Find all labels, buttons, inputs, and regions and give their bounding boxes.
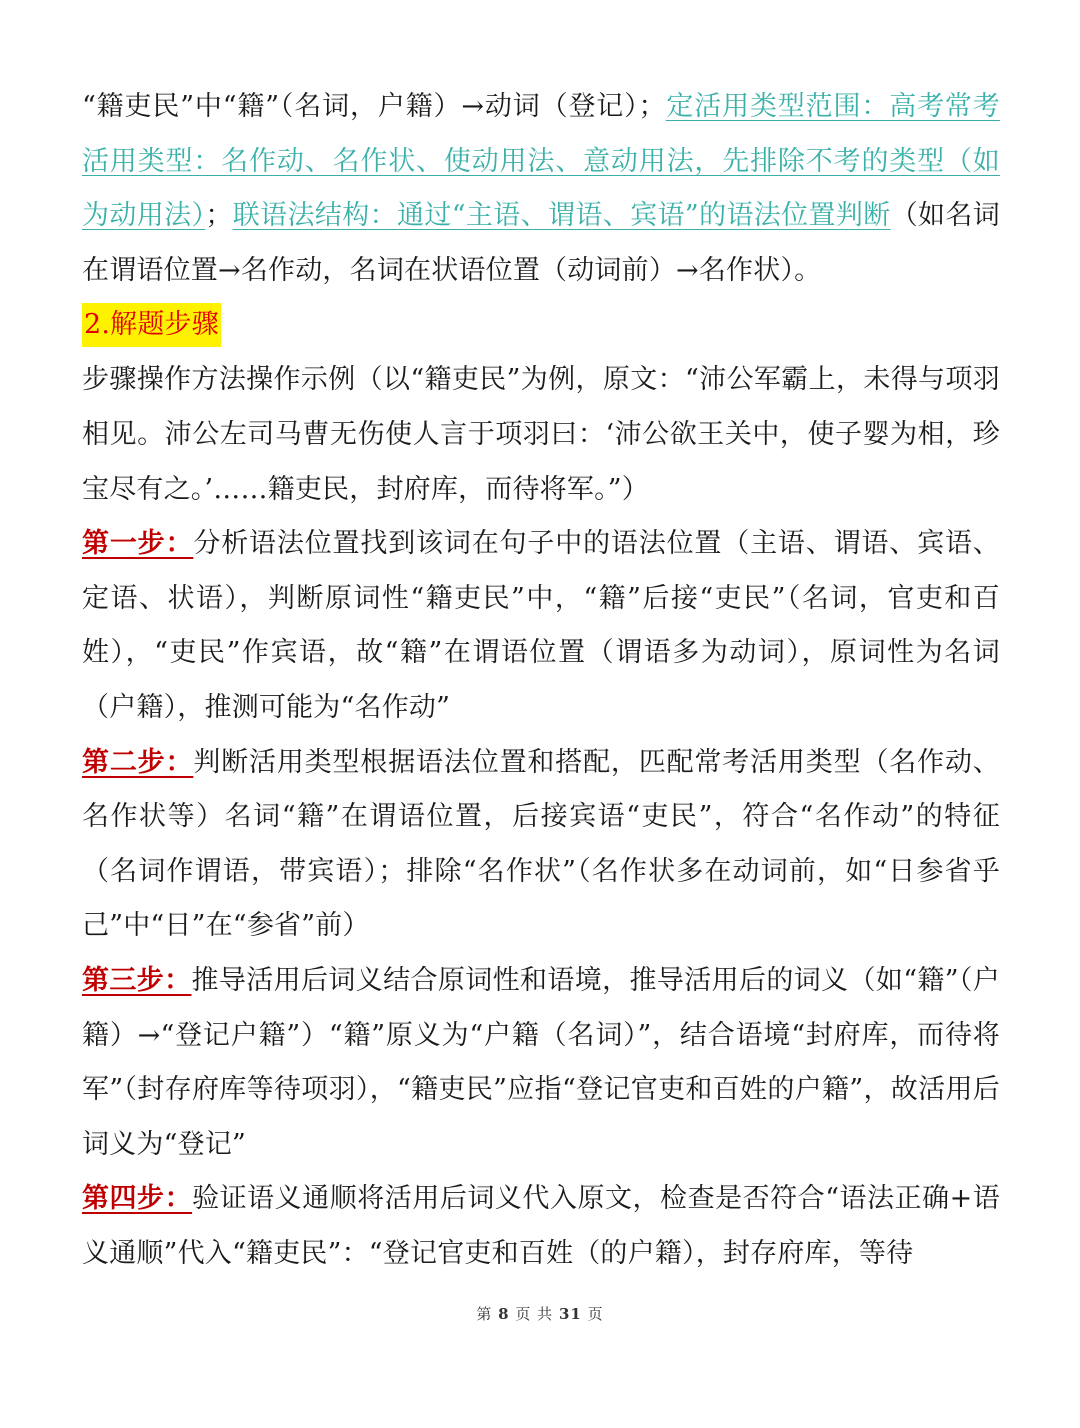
- step-1-paragraph: [82, 517, 1000, 735]
- step-3-paragraph: [82, 954, 1000, 1172]
- step-4-label: 第四步：: [82, 1183, 193, 1215]
- example-paragraph: 步骤操作方法操作示例（以“籍吏民”为例，原文：“沛公军霸上，未得与项羽相见。沛公左司马曹无伤使人言于项羽曰：‘沛公欲王关中，使子婴为相，珍宝尽有之。’……籍吏民，封府库，而待将军。”）: [82, 364, 1000, 505]
- step-1-text: 分析语法位置找到该词在句子中的语法位置（主语、谓语、宾语、定语、状语），判断原词性“籍吏民”中，“籍”后接“吏民”（名词，官吏和百姓），“吏民”作宾语，故“籍”在谓语位置（谓语多为动词），原词性为名词（户籍），推测可能为“名作动”: [82, 528, 1000, 723]
- footer-suffix: 页: [587, 1305, 604, 1323]
- document-body: [82, 80, 1000, 1281]
- footer-current-page: 8: [498, 1305, 510, 1323]
- step-4-text: 验证语义通顺将活用后词义代入原文，检查是否符合“语法正确+语义通顺”代入“籍吏民”：“登记官吏和百姓（的户籍），封存府库，等待: [82, 1183, 1000, 1269]
- step-1-label: 第一步：: [82, 528, 194, 560]
- footer-total-pages: 31: [558, 1305, 582, 1323]
- intro-paragraph: [82, 80, 1000, 298]
- step-2-label: 第二步：: [82, 746, 194, 778]
- step-3-text: 推导活用后词义结合原词性和语境，推导活用后的词义（如“籍”（户籍）→“登记户籍”）“籍”原义为“户籍（名词）”，结合语境“封府库，而待将军”（封存府库等待项羽），“籍吏民”应指“登记官吏和百姓的户籍”，故活用后词义为“登记”: [82, 964, 1000, 1160]
- page-number-footer: [0, 1303, 1080, 1324]
- footer-prefix: 第: [476, 1305, 493, 1323]
- section-heading-steps: 2.解题步骤: [82, 303, 221, 347]
- footer-middle: 页 共: [515, 1305, 554, 1323]
- intro-separator: ；: [205, 200, 233, 232]
- step-2-paragraph: [82, 736, 1000, 954]
- intro-tail-text: （如名词在谓语位置→名作动，名词在状语位置（动词前）→名作状）。: [82, 200, 1001, 286]
- activation-type-link[interactable]: 定活用类型范围：高考常考活用类型：名作动、名作状、使动用法、意动用法，先排除不考的类型（如为动用法）: [82, 91, 1000, 232]
- step-2-text: 判断活用类型根据语法位置和搭配，匹配常考活用类型（名作动、名作状等）名词“籍”在谓语位置，后接宾语“吏民”，符合“名作动”的特征（名词作谓语，带宾语）；排除“名作状”（名作状多在动词前，如“日参省乎己”中“日”在“参省”前）: [82, 746, 1000, 942]
- intro-lead-text: “籍吏民”中“籍”（名词，户籍）→动词（登记）；: [82, 91, 666, 122]
- step-3-label: 第三步：: [82, 964, 192, 996]
- grammar-structure-link[interactable]: 联语法结构：通过“主语、谓语、宾语”的语法位置判断: [232, 200, 891, 232]
- step-4-paragraph: [82, 1172, 1000, 1281]
